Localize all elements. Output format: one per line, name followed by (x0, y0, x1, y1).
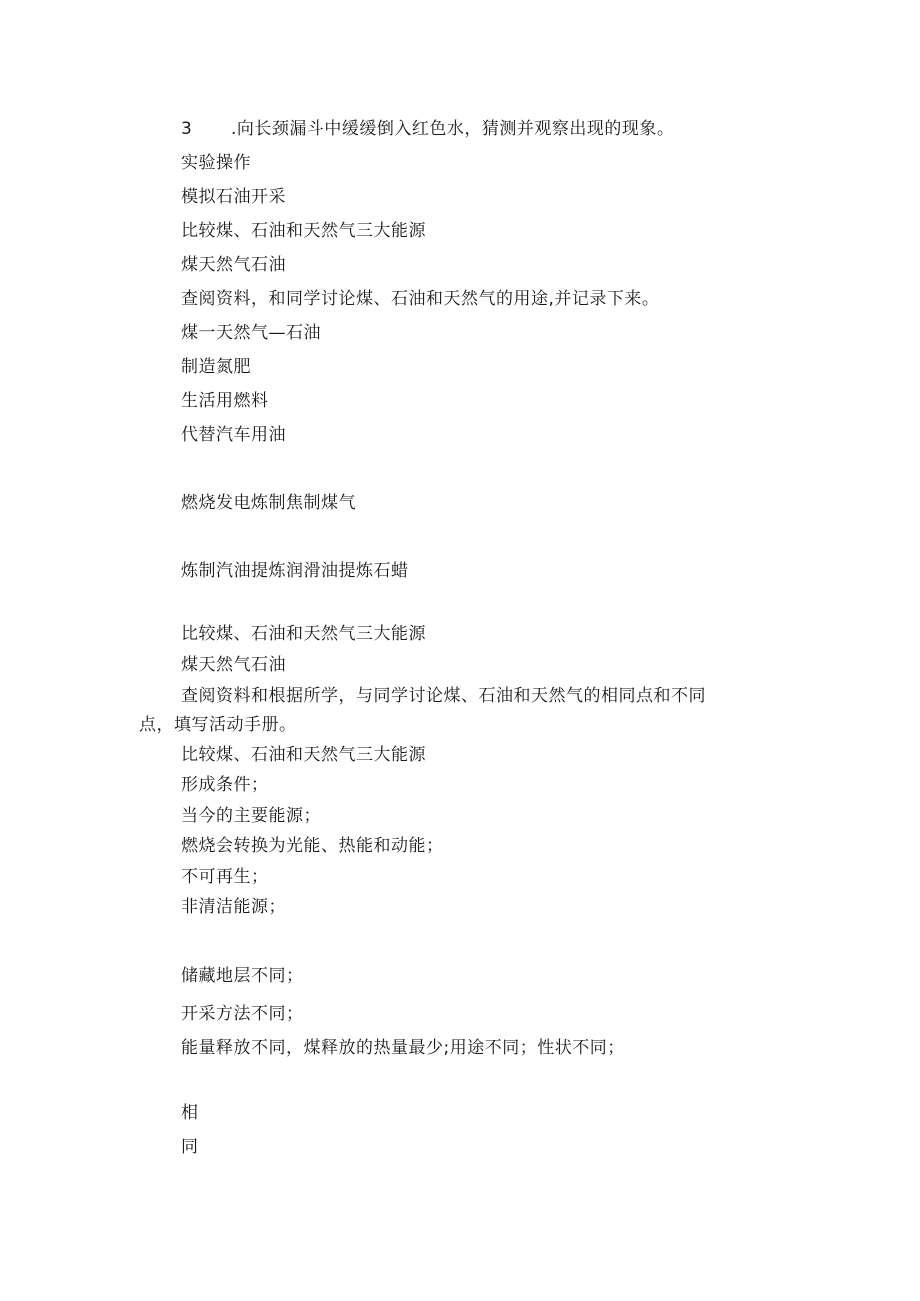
text-line: 形成条件； (181, 775, 269, 795)
text-line: 不可再生； (181, 867, 269, 887)
text-line: 点，填写活动手册。 (139, 715, 297, 735)
text-line: 查阅资料，和同学讨论煤、石油和天然气的用途,并记录下来。 (181, 289, 660, 309)
text-line: 制造氮肥 (181, 357, 251, 377)
item-number: 3 (181, 119, 193, 139)
text-line: 煤天然气石油 (181, 255, 286, 275)
text-line: 生活用燃料 (181, 391, 269, 411)
text-line: 代替汽车用油 (181, 425, 286, 445)
item-text: .向长颈漏斗中缓缓倒入红色水，猜测并观察出现的现象。 (231, 119, 675, 139)
text-line: 比较煤、石油和天然气三大能源 (181, 624, 426, 644)
text-line: 煤一天然气—石油 (181, 323, 321, 343)
text-line: 燃烧发电炼制焦制煤气 (181, 493, 356, 513)
text-line: 当今的主要能源； (181, 806, 321, 826)
text-line: 非清洁能源； (181, 897, 286, 917)
text-line: 开采方法不同； (181, 1004, 304, 1024)
text-line: 能量释放不同，煤释放的热量最少;用途不同；性状不同； (181, 1038, 625, 1058)
text-line: 比较煤、石油和天然气三大能源 (181, 221, 426, 241)
text-line: 燃烧会转换为光能、热能和动能； (181, 836, 444, 856)
text-line: 相 (181, 1103, 199, 1123)
text-line: 实验操作 (181, 153, 251, 173)
item-3-line (181, 118, 674, 140)
text-line: 炼制汽油提炼润滑油提炼石蜡 (181, 561, 409, 581)
text-line: 煤天然气石油 (181, 655, 286, 675)
text-line: 查阅资料和根据所学，与同学讨论煤、石油和天然气的相同点和不同 (181, 686, 706, 706)
text-line: 比较煤、石油和天然气三大能源 (181, 745, 426, 765)
text-line: 储藏地层不同； (181, 966, 304, 986)
text-line: 模拟石油开采 (181, 187, 286, 207)
text-line: 同 (181, 1137, 199, 1157)
